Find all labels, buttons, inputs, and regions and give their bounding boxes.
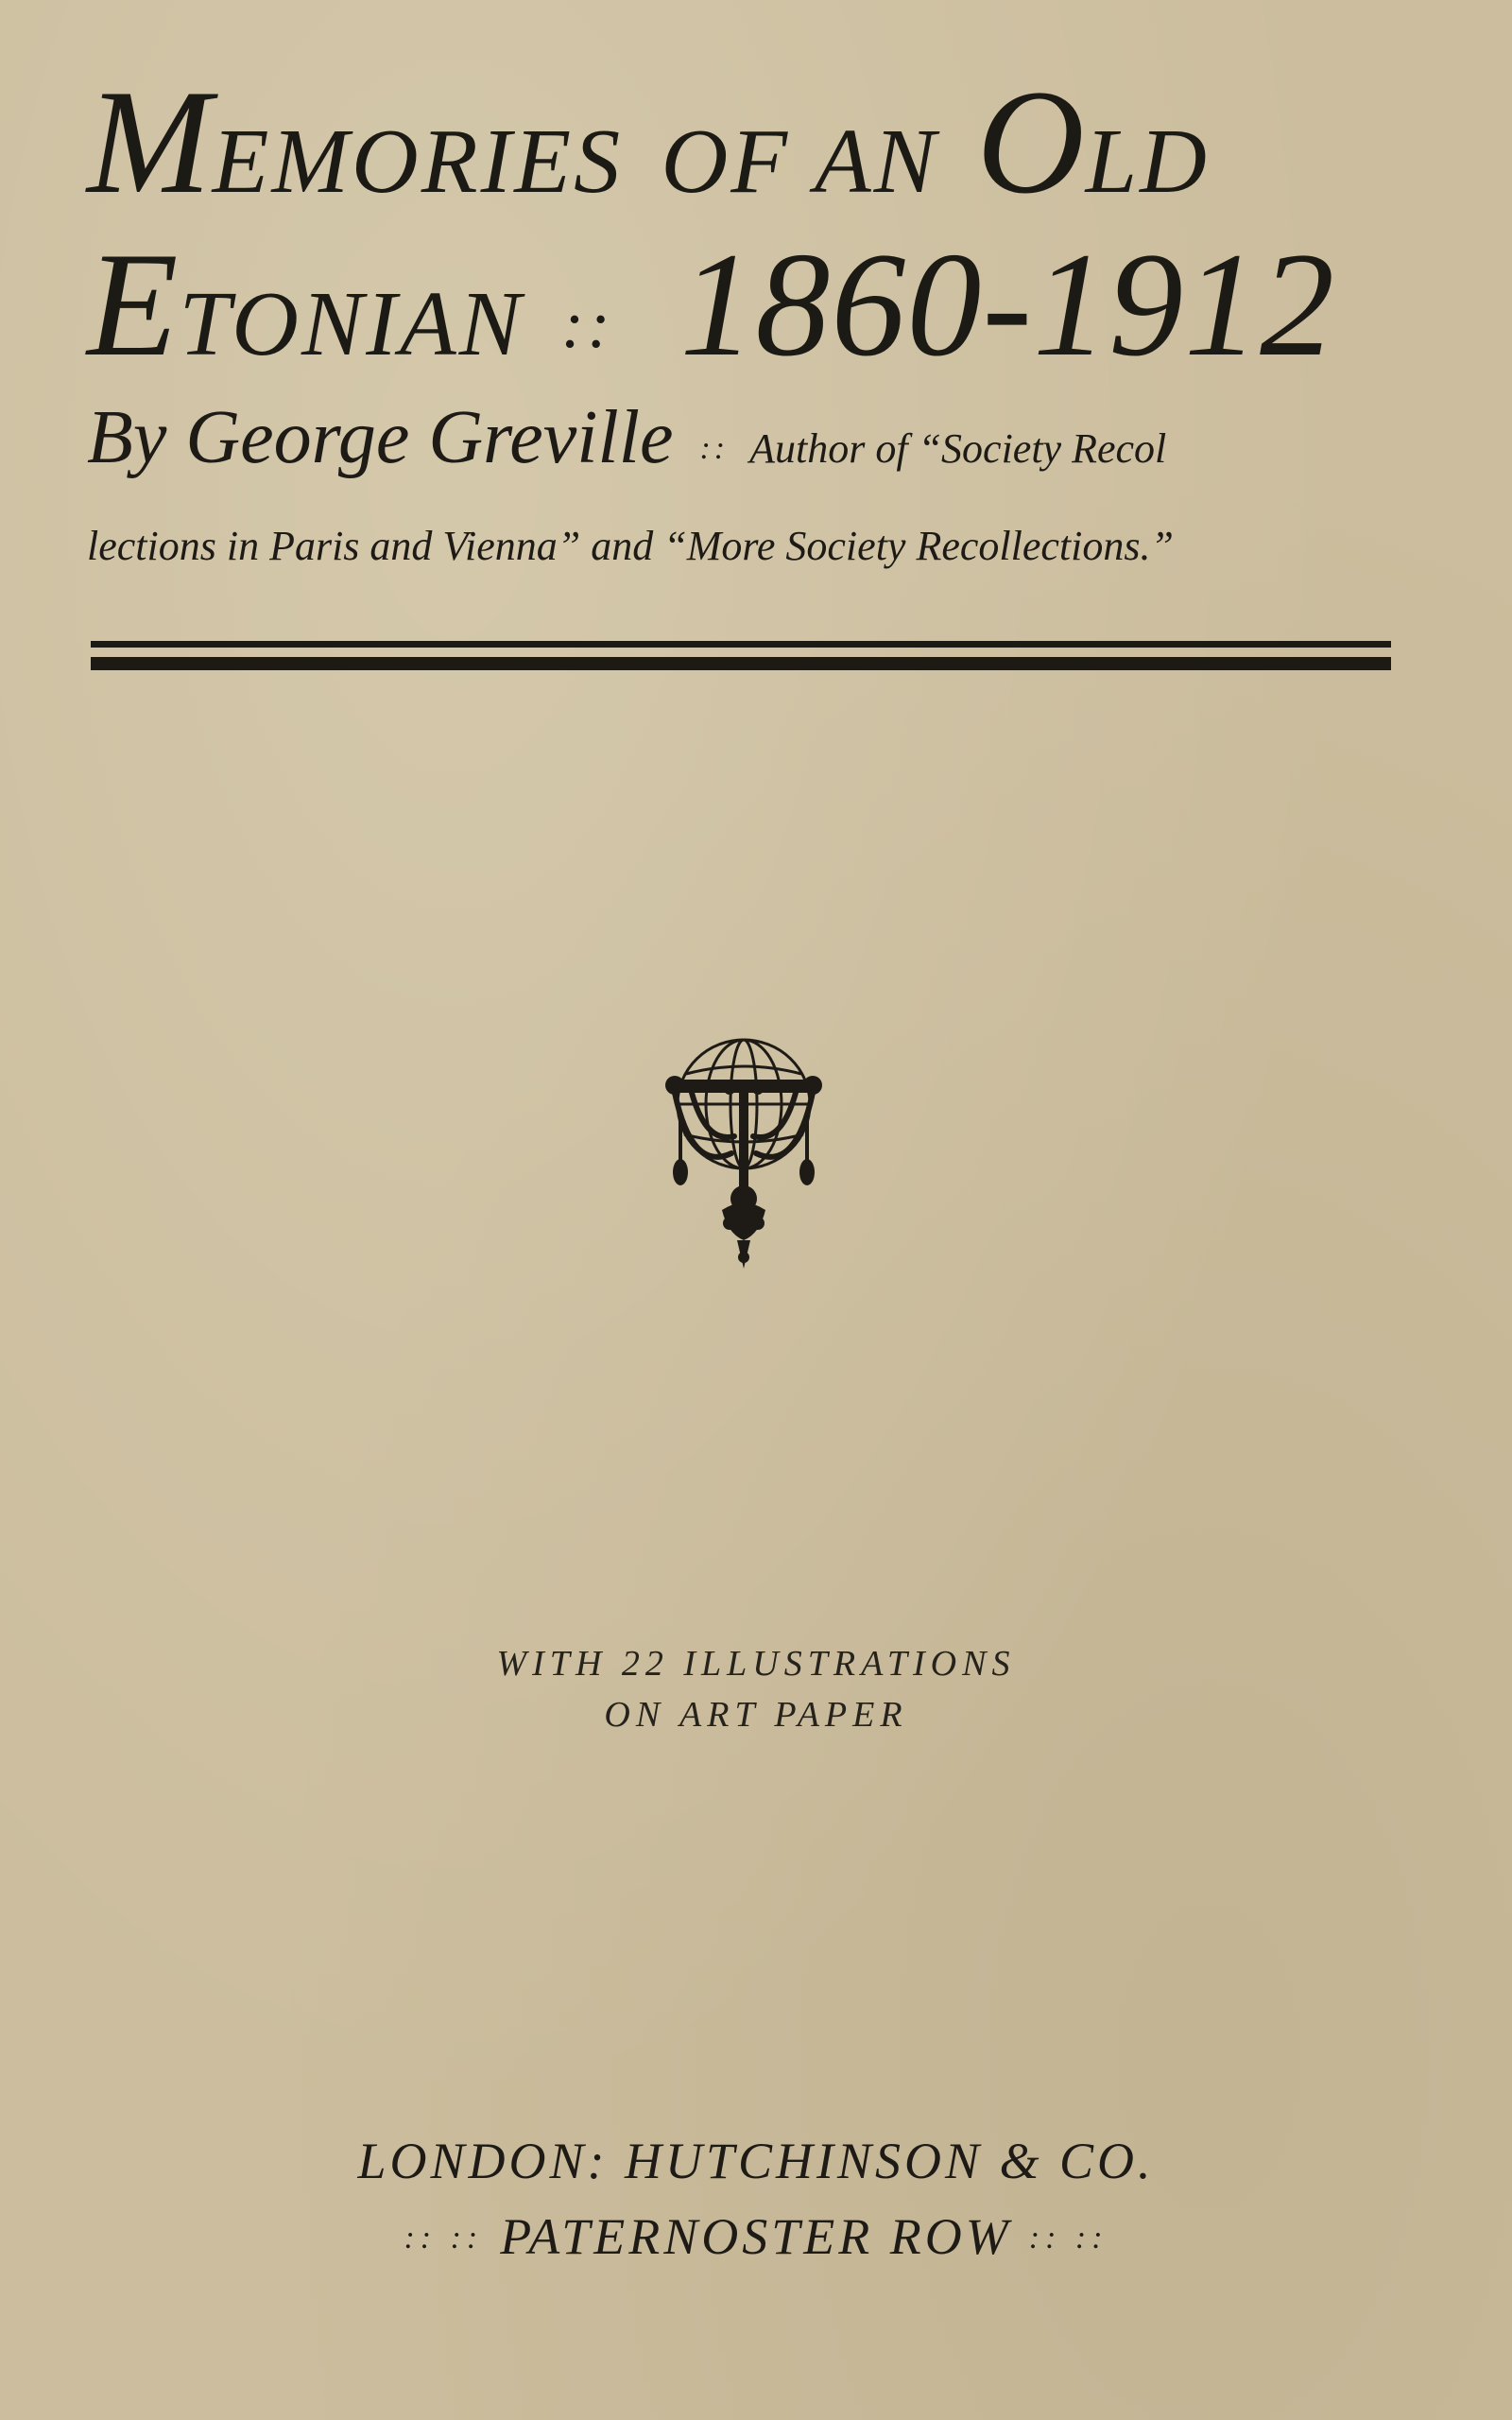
title-word-tonian: TONIAN: [179, 273, 524, 375]
divider-thick: [91, 657, 1391, 670]
illustrations-note-line-2: ON ART PAPER: [604, 1695, 908, 1735]
title-initial-m: M: [87, 60, 213, 225]
globe-garland-ornament-icon: [654, 1030, 833, 1276]
address-ornament-right: :: ::: [1028, 2221, 1108, 2256]
title-word-emories: EMORIES: [212, 111, 624, 213]
title-years: 1860-1912: [679, 222, 1336, 388]
publisher-address-line: [0, 2207, 1512, 2266]
illustrations-note-line-1: WITH 22 ILLUSTRATIONS: [496, 1644, 1016, 1684]
author-name: By George Greville: [87, 396, 674, 479]
title-word-of-an: OF AN: [661, 111, 939, 213]
title-initial-e: E: [87, 222, 180, 388]
title-line-2: [87, 219, 1335, 391]
byline: [87, 395, 1166, 481]
title-line-1: [87, 57, 1210, 229]
author-credit-end: lections in Paris and Vienna” and “More Society Recollections.”: [87, 523, 1174, 569]
publisher-address: PATERNOSTER ROW: [500, 2208, 1012, 2265]
title-initial-o: O: [976, 60, 1086, 225]
title-word-ld: LD: [1085, 111, 1210, 213]
divider-thin: [91, 641, 1391, 648]
address-ornament-left: :: ::: [404, 2221, 484, 2256]
publisher-line: LONDON: HUTCHINSON & CO.: [357, 2133, 1155, 2189]
byline-separator: ::: [699, 431, 730, 466]
title-separator: ::: [561, 288, 614, 362]
author-credit-start: Author of “Society Recol: [749, 425, 1167, 472]
